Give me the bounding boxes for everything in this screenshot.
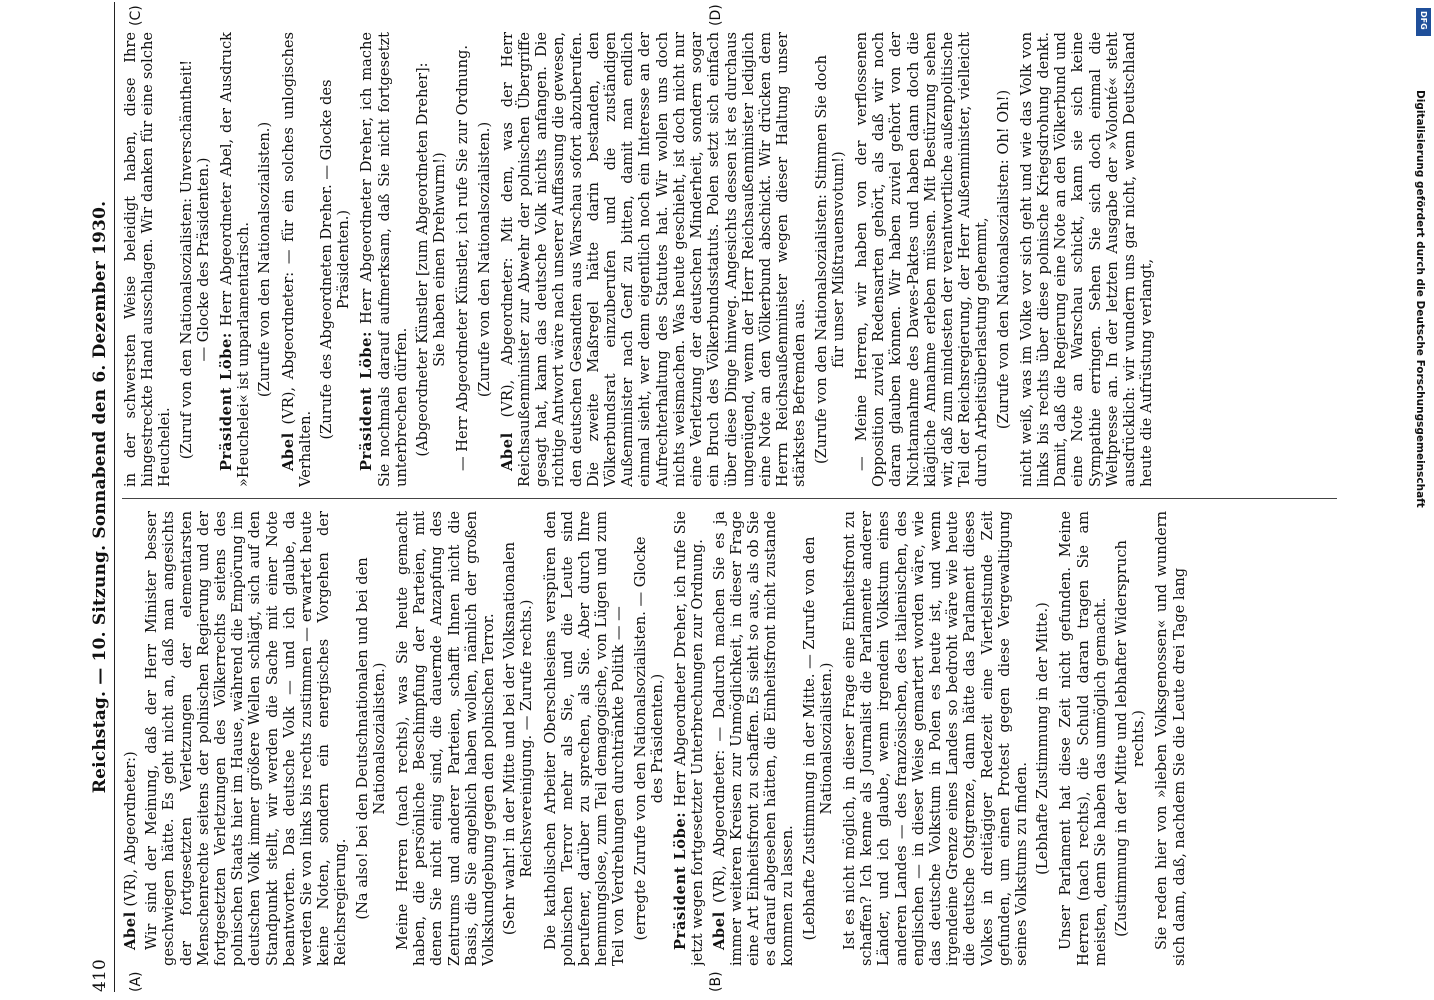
speech-paragraph — [711, 511, 797, 966]
speaker-name: Abel — [498, 432, 516, 471]
right-text-column — [122, 32, 1337, 487]
interjection: (Zurufe von den Nationalsozialisten.) — [475, 121, 493, 398]
interjection: (Lebhafte Zustimmung in der Mitte. — Zurufe von den Nationalsozialisten.) — [800, 536, 835, 941]
speaker-name: Präsident Löbe: — [672, 811, 690, 950]
interjection: (Abgeordneter Künstler [zum Abgeordneten Dreher]: Sie haben einen Drehwurm!) — [414, 62, 449, 457]
speech-paragraph — [672, 511, 706, 966]
paragraph: Sie reden hier von »lieben Volksgenossen« und wundern sich dann, daß, nachdem Sie die Leute drei Tage lang — [1153, 511, 1188, 966]
paragraph: Die katholischen Arbeiter Oberschlesiens verspüren den polnischen Terror mehr als Sie, und die Leute sind berufener, darüber zu sprechen, als Sie. Aber durch Ihre hemmungslose, zum Teil demagogische, von Lügen und zum Teil von Verdrehungen durchtränkte Politik — — — [541, 511, 628, 966]
interjection: (Zurufe von den Nationalsozialisten: Oh! Oh!) — [994, 89, 1012, 430]
interjection: (Zurufe von den Nationalsozialisten: Stimmen Sie doch für unser Mißtrauensvotum!) — [812, 54, 847, 465]
speech-paragraph — [122, 511, 139, 966]
paragraph: nicht weiß, was im Volke vor sich geht und wie das Volk von links bis rechts über diese polnische Kriegsdrohung denkt. Damit, daß die Regierung eine Note an den Völkerbund und eine Note an Warschau schickt, kann sie sich keine Sympathie erringen. Sehen Sie sich doch einmal die Weltpresse an. In der letzten Ausgabe der »Volonté« steht ausdrücklich: wir wundern uns gar nicht, wenn Deutschland heute die Aufrüstung verlangt, — [1017, 32, 1156, 487]
speaker-name: Abel — [122, 911, 139, 950]
speaker-name: Präsident Löbe: — [218, 332, 236, 471]
page-number: 410 — [90, 958, 110, 992]
speech-text: (VR), Abgeordneter: — für ein solches unlogisches Verhalten. — [279, 32, 314, 487]
speaker-name: Abel — [279, 432, 297, 471]
speech-text: (VR), Abgeordneter:) — [122, 751, 139, 912]
margin-letter-d: (D) — [708, 4, 724, 26]
speech-paragraph — [358, 32, 410, 487]
interjection: (Zurufe des Abgeordneten Dreher. — Glocke des Präsidenten.) — [318, 79, 353, 440]
speech-paragraph — [499, 32, 809, 487]
speech-text: Herr Abgeordneter Dreher, ich rufe Sie jetzt wegen fortgesetzter Unterbrechungen zur Ordnung. — [672, 511, 707, 966]
speech-text: Herr Abgeordneter Dreher, ich mache Sie nochmals darauf aufmerksam, daß Sie nicht fortgesetzt unterbrechen dürfen. — [358, 32, 410, 487]
interjection: (Zuruf von den Nationalsozialisten: Unverschämtheit! — Glocke des Präsidenten.) — [177, 59, 212, 460]
speaker-name: Präsident Löbe: — [358, 330, 376, 471]
paragraph: Meine Herren (nach rechts), was Sie heute gemacht haben, die persönliche Beschimpfung der Parteien, mit denen Sie nicht einig sind, die dauernde Anzapfung des Zentrums und anderer Parteien, schafft Ihnen nicht die Basis, die Sie angeblich haben wollen, nämlich der großen Volkskundgebung gegen den polnischen Terror. — [394, 511, 498, 966]
margin-letter-c: (C) — [128, 5, 144, 26]
speaker-name: Abel — [710, 911, 728, 950]
page-title: Reichstag. — 10. Sitzung. Sonnabend den 6. Dezember 1930. — [90, 200, 110, 794]
scanned-page — [88, 2, 1343, 992]
digitization-note — [1412, 90, 1430, 910]
speech-text: (VR), Abgeordneter: — Dadurch machen Sie es ja immer weiteren Kreisen zur Unmöglichkeit, in dieser Frage eine Art Einheitsfront zu schaffen. Es sieht so aus, als ob Sie es darauf abgesehen hätten, die Einheitsfront nicht zustande kommen zu lassen. — [710, 511, 797, 966]
interjection: (Sehr wahr! in der Mitte und bei der Volksnationalen Reichsvereinigung. — Zurufe rechts.) — [501, 541, 536, 936]
speech-paragraph — [218, 32, 252, 487]
interjection: (Zustimmung in der Mitte und lebhafter Widerspruch rechts.) — [1112, 540, 1148, 937]
paragraph: Unser Parlament hat diese Zeit nicht gefunden. Meine Herren (nach rechts), die Schuld daran tragen Sie am meisten, denn Sie haben das unmöglich gemacht. — [1057, 511, 1109, 966]
margin-letter-a: (A) — [128, 971, 144, 992]
speech-paragraph — [280, 32, 314, 487]
paragraph: Wir sind der Meinung, daß der Herr Minister besser geschwiegen hätte. Es geht nicht an, daß man angesichts der fortgesetzten Verletzungen der elementarsten Menschenrechte seitens der polnischen Regierung und der fortgesetzten Verletzungen des Völkerrechts seitens des polnischen Staats hier im Hause, während die Empörung im deutschen Volk immer größere Wellen schlägt, sich auf den Standpunkt stellt, wir werden die Sache mit einer Note beantworten. Das deutsche Volk — und ich glaube, da werden Sie von links bis rechts zustimmen — erwartet heute keine Noten, sondern ein energisches Vorgehen der Reichsregierung. — [143, 511, 350, 966]
running-head — [88, 2, 115, 992]
interjection: (Lebhafte Zustimmung in der Mitte.) — [1034, 602, 1052, 875]
left-text-column — [122, 511, 1337, 966]
interjection: (Zurufe von den Nationalsozialisten.) — [256, 121, 274, 398]
speech-text: Herr Abgeordneter Abel, der Ausdruck »Heuchelei« ist unparlamentarisch. — [218, 32, 253, 487]
interjection: (erregte Zurufe von den Nationalsozialisten. — Glocke des Präsidenten.) — [631, 536, 666, 941]
interjection: (Na also! bei den Deutschnationalen und bei den Nationalsozialisten.) — [353, 557, 388, 920]
paragraph: in der schwersten Weise beleidigt haben, diese Ihre hingestreckte Hand ausschlagen. Wir danken für eine solche Heuchelei. — [122, 32, 174, 487]
margin-letter-b: (B) — [708, 971, 724, 992]
column-divider — [122, 498, 1337, 499]
paragraph: — Herr Abgeordneter Künstler, ich rufe Sie zur Ordnung. — [454, 44, 472, 471]
paragraph: — Meine Herren, wir haben von der verflossenen Opposition zuviel Redensarten gehört, als daß wir noch daran glauben können. Wir haben zuviel gehört von der Nichtannahme des Dawes-Paktes und haben dann doch die klägliche Annahme erleben müssen. Mit Bestürzung sehen wir, daß zum mindesten der verantwortliche außenpolitische Teil der Reichsregierung, der Herr Außenminister, vielleicht durch Arbeitsüberlastung gehemmt, — [852, 32, 991, 487]
dfg-logo: DFG — [1416, 8, 1431, 36]
paragraph: Ist es nicht möglich, in dieser Frage eine Einheitsfront zu schaffen? Ich kenne als Journalist die Parlamente anderer Länder, und ich glaube, wenn irgendein Volkstum eines anderen Landes — des französischen, des italienischen, des englischen — in dieser Weise gemartert worden wäre, wie das deutsche Volkstum in Polen es heute ist, und wenn irgendeine Grenze eines Landes so bedroht wäre wie heute die deutsche Ostgrenze, dann hätte das Parlament dieses Volkes in dreitägiger Redezeit eine Viertelstunde Zeit gefunden, um einen Protest gegen diese Vergewaltigung seines Volkstums zu finden. — [840, 511, 1030, 966]
speech-text: (VR), Abgeordneter: Mit dem, was der Herr Reichsaußenminister zur Abwehr der polnischen Übergriffe gesagt hat, kann das deutsche Volk nichts anfangen. Die richtige Antwort wäre nach unserer Auffassung die gewesen, den deutschen Gesandten aus Warschau sofort abzuberufen. Die zweite Maßregel hätte darin bestanden, den Völkerbundsrat einzuberufen und die zuständigen Außenminister nach Genf zu bitten, damit man endlich einmal sieht, wer denn eigentlich noch ein Interesse an der Aufrechterhaltung des Statutes hat. Wir wollen uns doch nichts weismachen. Was heute geschieht, ist doch nicht nur eine Verletzung der deutschen Minderheit, sondern sogar ein Bruch des Völkerbundsstatuts. Polen setzt sich einfach über diese Dinge hinweg. Angesichts dessen ist es durchaus ungenügend, wenn der Herr Reichsaußenminister lediglich eine Note an den Völkerbund abschickt. Wir drücken dem Herrn Reichsaußenminister wegen dieser Haltung unser stärkstes Befremden aus. — [498, 32, 809, 487]
digitization-note-text: Digitalisierung gefördert durch die Deutsche Forschungsgemeinschaft — [1414, 90, 1426, 508]
